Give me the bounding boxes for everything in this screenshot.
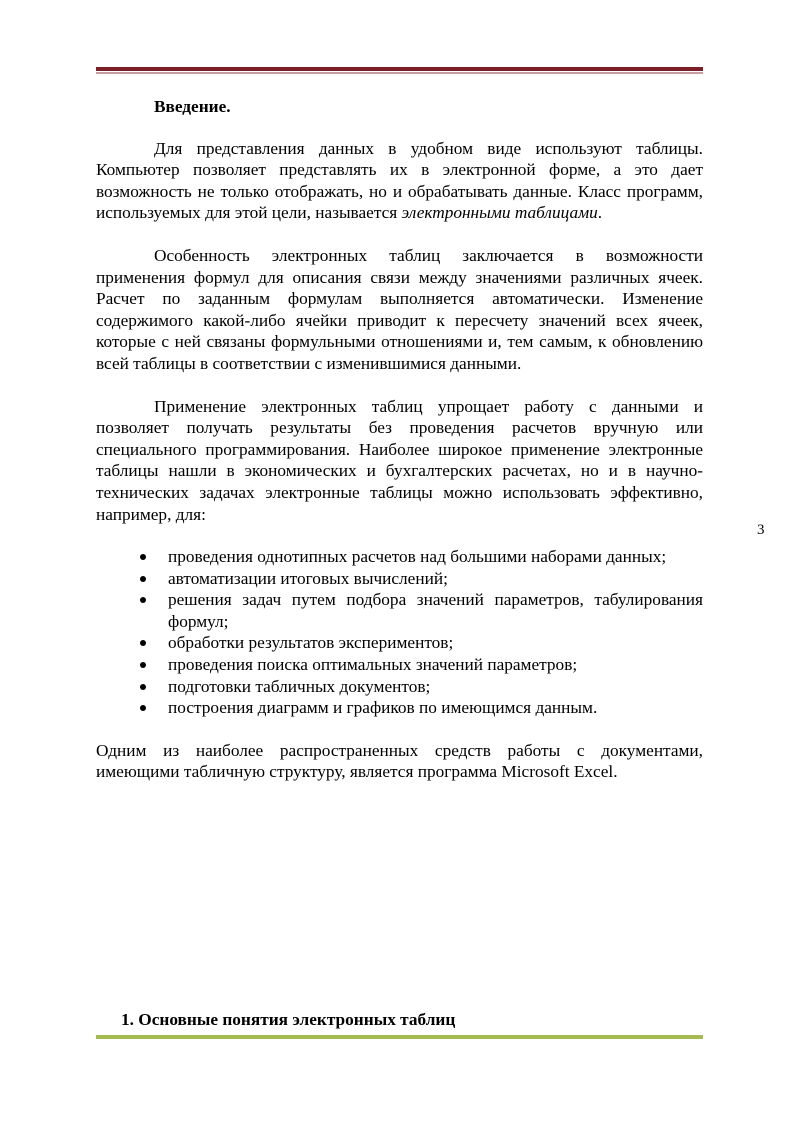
bullet-list bbox=[96, 546, 703, 719]
list-item-text: проведения однотипных расчетов над большими наборами данных; bbox=[168, 547, 667, 567]
page-number: 3 bbox=[757, 522, 765, 538]
bullet-icon bbox=[140, 684, 146, 690]
list-item-text: проведения поиска оптимальных значений параметров; bbox=[168, 655, 578, 675]
header-rule-thick bbox=[96, 67, 703, 71]
section-heading: 1. Основные понятия электронных таблиц bbox=[121, 1010, 456, 1029]
list-item bbox=[96, 697, 703, 719]
header-rule-thin bbox=[96, 72, 703, 74]
page-body bbox=[96, 96, 703, 783]
intro-heading: Введение. bbox=[154, 97, 231, 116]
intro-paragraph-1 bbox=[96, 138, 703, 224]
emphasized-term: электронными таблицами bbox=[401, 203, 598, 223]
bullet-icon bbox=[140, 640, 146, 646]
intro-paragraph-3: Применение электронных таблиц упрощает работу с данными и позволяет получать результаты без проведения расчетов вручную или специального программирования. Наиболее широкое применение электронные таблицы нашли в экономических и бухгалтерских расчетах, но и в научно-технических задачах электронные таблицы можно использовать эффективно, например, для: bbox=[96, 396, 703, 524]
list-item bbox=[96, 568, 703, 590]
list-item bbox=[96, 676, 703, 698]
intro-paragraph-2: Особенность электронных таблиц заключается в возможности применения формул для описания связи между значениями различных ячеек. Расчет по заданным формулам выполняется автоматически. Изменение содержимого какой-либо ячейки приводит к пересчету значений всех ячеек, которые с ней связаны формульными отношениями и, тем самым, к обновлению всей таблицы в соответствии с изменившимися данными. bbox=[96, 245, 703, 373]
paragraph-1-text: Для представления данных в удобном виде используют таблицы. Компьютер позволяет представлять их в электронной форме, а это дает возможность не только отображать, но и обрабатывать данные. Класс программ, используемых для этой цели, называется bbox=[96, 138, 703, 223]
paragraph-1-end: . bbox=[597, 203, 603, 223]
footer-rule bbox=[96, 1035, 703, 1039]
list-item-text: автоматизации итоговых вычислений; bbox=[168, 568, 448, 588]
list-item bbox=[96, 589, 703, 632]
bullet-icon bbox=[140, 662, 146, 668]
list-item-text: подготовки табличных документов; bbox=[168, 676, 431, 696]
bullet-icon bbox=[140, 554, 146, 560]
list-item-text: построения диаграмм и графиков по имеющимся данным. bbox=[168, 698, 598, 718]
list-item bbox=[96, 546, 703, 568]
list-item-text: решения задач путем подбора значений параметров, табулирования формул; bbox=[168, 590, 703, 631]
list-item bbox=[96, 654, 703, 676]
list-item bbox=[96, 632, 703, 654]
bullet-icon bbox=[140, 576, 146, 582]
bullet-icon bbox=[140, 597, 146, 603]
intro-paragraph-4: Одним из наиболее распространенных средств работы с документами, имеющими табличную структуру, является программа Microsoft Excel. bbox=[96, 740, 703, 782]
list-item-text: обработки результатов экспериментов; bbox=[168, 633, 454, 653]
header-rule bbox=[96, 67, 703, 74]
bullet-icon bbox=[140, 705, 146, 711]
